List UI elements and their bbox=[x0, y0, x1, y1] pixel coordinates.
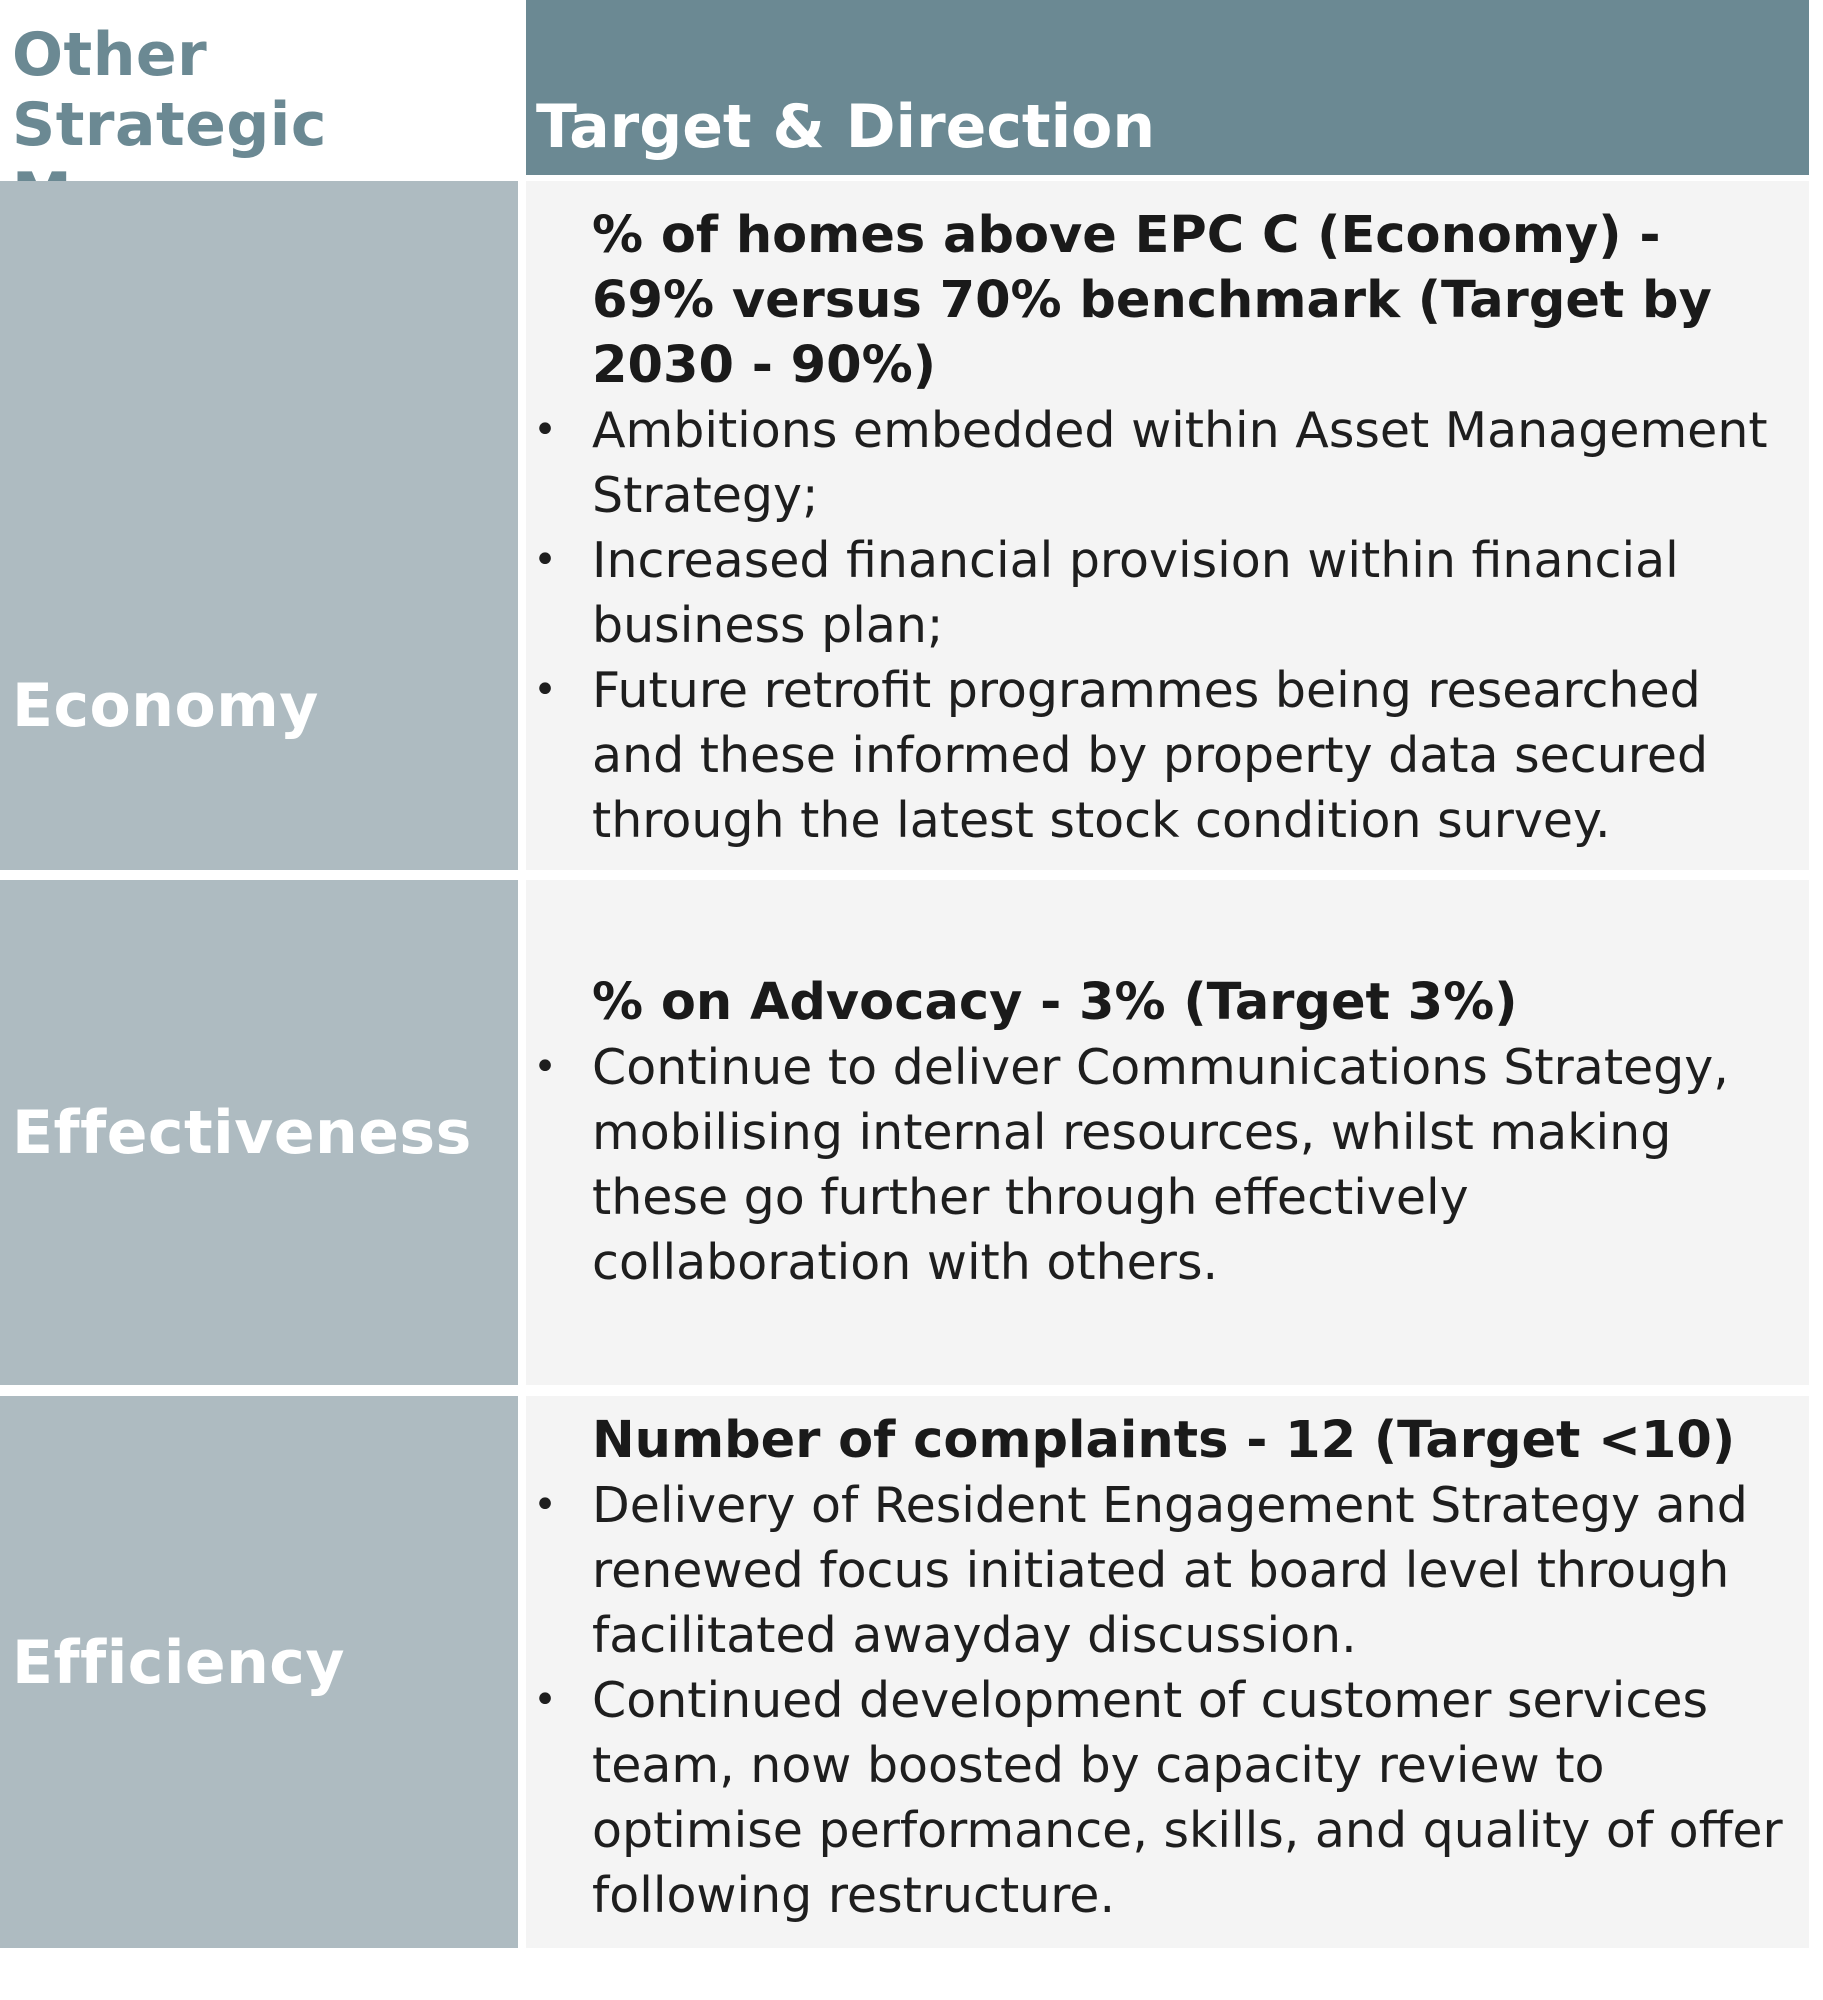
list-item-text: Continue to deliver Communications Strategy, mobilising internal resources, whilst making these go further through effectively collaboration with others. bbox=[592, 1039, 1729, 1291]
table-header-measures bbox=[0, 0, 518, 175]
list-item bbox=[533, 398, 1792, 528]
row-label-text: Efficiency bbox=[12, 1628, 345, 1698]
bullet-icon: • bbox=[533, 537, 557, 583]
list-item bbox=[533, 1473, 1792, 1668]
measure-heading: % of homes above EPC C (Economy) - 69% versus 70% benchmark (Target by 2030 - 90%) bbox=[592, 206, 1712, 395]
row-label-economy bbox=[0, 181, 518, 870]
bullet-icon: • bbox=[533, 1044, 557, 1090]
list-item-text: Continued development of customer services team, now boosted by capacity review to optimise performance, skills, and quality of offer following restructure. bbox=[592, 1672, 1783, 1924]
list-item-text: Delivery of Resident Engagement Strategy and renewed focus initiated at board level through facilitated awayday discussion. bbox=[592, 1477, 1748, 1664]
measure-heading: % on Advocacy - 3% (Target 3%) bbox=[592, 973, 1518, 1032]
bullet-icon: • bbox=[533, 407, 557, 453]
list-item-text: Ambitions embedded within Asset Management Strategy; bbox=[592, 402, 1768, 524]
target-column-title: Target & Direction bbox=[536, 92, 1156, 162]
bullet-icon: • bbox=[533, 1677, 557, 1723]
list-item bbox=[533, 658, 1792, 853]
list-item-text: Increased financial provision within financial business plan; bbox=[592, 532, 1679, 654]
row-label-effectiveness bbox=[0, 880, 518, 1385]
measures-title-line-1: Other Strategic bbox=[12, 20, 327, 160]
list-item bbox=[533, 1035, 1792, 1295]
bullet-list bbox=[533, 398, 1792, 853]
row-body-effectiveness bbox=[526, 880, 1809, 1385]
list-item-text: Future retrofit programmes being researched and these informed by property data secured through the latest stock condition survey. bbox=[592, 662, 1709, 849]
table-header-target bbox=[526, 0, 1809, 175]
bullet-icon: • bbox=[533, 667, 557, 713]
row-content bbox=[533, 970, 1792, 1295]
list-item bbox=[533, 1668, 1792, 1928]
bullet-icon: • bbox=[533, 1482, 557, 1528]
row-label-efficiency bbox=[0, 1396, 518, 1948]
row-content bbox=[533, 1408, 1792, 1928]
measure-heading: Number of complaints - 12 (Target <10) bbox=[592, 1411, 1736, 1470]
row-label-text: Effectiveness bbox=[12, 1098, 472, 1168]
row-label-text: Economy bbox=[12, 671, 319, 741]
row-body-efficiency bbox=[526, 1396, 1809, 1948]
bullet-list bbox=[533, 1035, 1792, 1295]
bullet-list bbox=[533, 1473, 1792, 1928]
list-item bbox=[533, 528, 1792, 658]
row-body-economy bbox=[526, 181, 1809, 870]
row-content bbox=[533, 203, 1792, 853]
